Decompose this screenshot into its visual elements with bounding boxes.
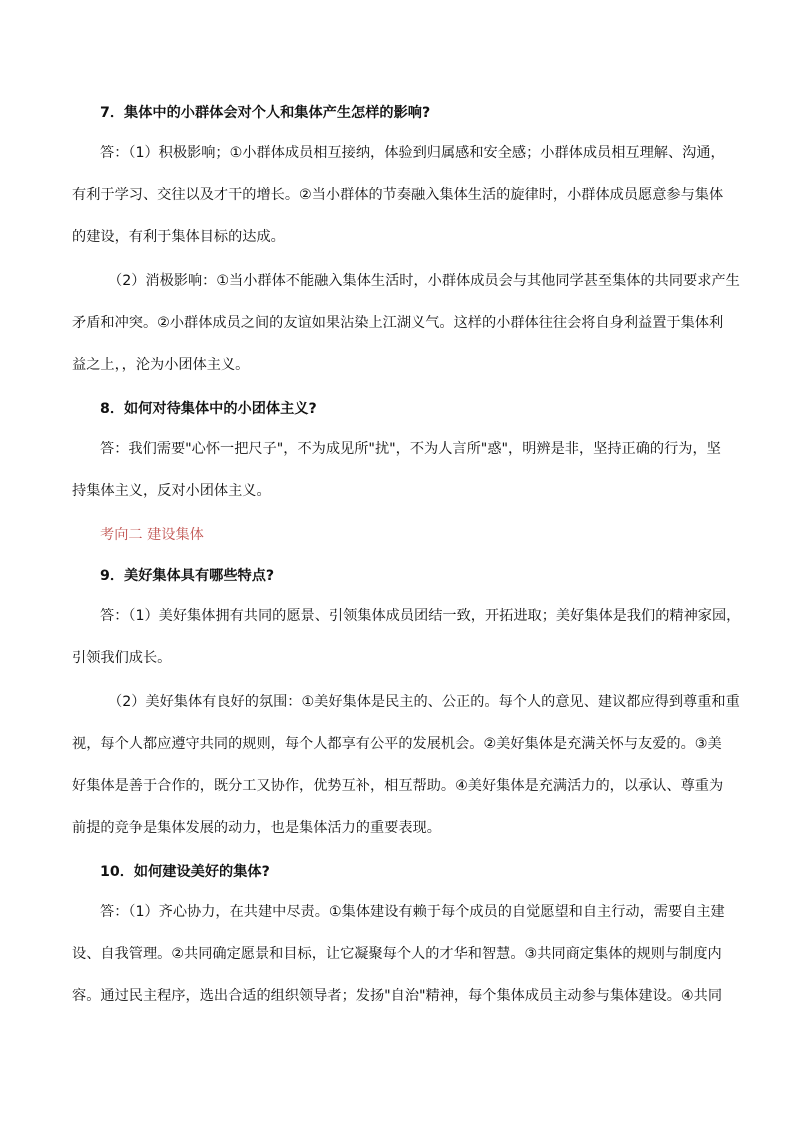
answer-line: 有利于学习、交往以及才干的增长。②当小群体的节奏融入集体生活的旋律时，小群体成员愿意参与集体 [72,187,724,203]
question-7-answer-2 [72,271,740,376]
answer-line: 设、自我管理。②共同确定愿景和目标，让它凝聚每个人的才华和智慧。③共同商定集体的规则与制度内 [72,946,722,962]
question-9-answer-2 [72,692,740,839]
question-10-title: 10．如何建设美好的集体? [100,864,270,880]
answer-line: 容。通过民主程序，选出合适的组织领导者；发扬"自治"精神，每个集体成员主动参与集体建设。④共同 [72,988,723,1004]
answer-line: 答：（1）齐心协力，在共建中尽责。①集体建设有赖于每个成员的自觉愿望和自主行动，需要自主建 [100,904,725,920]
answer-line: （2）消极影响：①当小群体不能融入集体生活时，小群体成员会与其他同学甚至集体的共同要求产生 [108,273,740,289]
question-9-title: 9．美好集体具有哪些特点? [100,568,275,584]
question-9-answer-1 [72,606,741,669]
question-7-answer-1 [72,143,725,248]
answer-line: 的建设，有利于集体目标的达成。 [72,229,285,245]
answer-line: 答：（1）美好集体拥有共同的愿景、引领集体成员团结一致，开拓进取；美好集体是我们的精神家园， [100,608,741,624]
answer-line: 引领我们成长。 [72,650,172,666]
answer-line: 前提的竞争是集体发展的动力，也是集体活力的重要表现。 [72,820,441,836]
question-7-title: 7．集体中的小群体会对个人和集体产生怎样的影响? [100,105,431,121]
answer-line: 好集体是善于合作的，既分工又协作，优势互补，相互帮助。④美好集体是充满活力的，以承认、尊重为 [72,778,724,794]
answer-line: 持集体主义，反对小团体主义。 [72,483,271,499]
question-8-answer [72,439,722,502]
answer-line: 益之上，，沦为小团体主义。 [72,357,250,373]
answer-line: 答：（1）积极影响；①小群体成员相互接纳，体验到归属感和安全感；小群体成员相互理解、沟通， [100,145,725,161]
answer-line: 答：我们需要"心怀一把尺子"，不为成见所"扰"，不为人言所"惑"，明辨是非，坚持正确的行为，坚 [100,441,721,457]
section-heading: 考向二 建设集体 [100,527,204,543]
question-8-title: 8．如何对待集体中的小团体主义? [100,401,317,417]
answer-line: 矛盾和冲突。②小群体成员之间的友谊如果沾染上江湖义气。这样的小群体往往会将自身利益置于集体利 [72,315,724,331]
answer-line: 视，每个人都应遵守共同的规则，每个人都享有公平的发展机会。②美好集体是充满关怀与友爱的。③美 [72,736,722,752]
question-10-answer-1 [72,902,725,1007]
answer-line: （2）美好集体有良好的氛围：①美好集体是民主的、公正的。每个人的意见、建议都应得到尊重和重 [108,694,740,710]
